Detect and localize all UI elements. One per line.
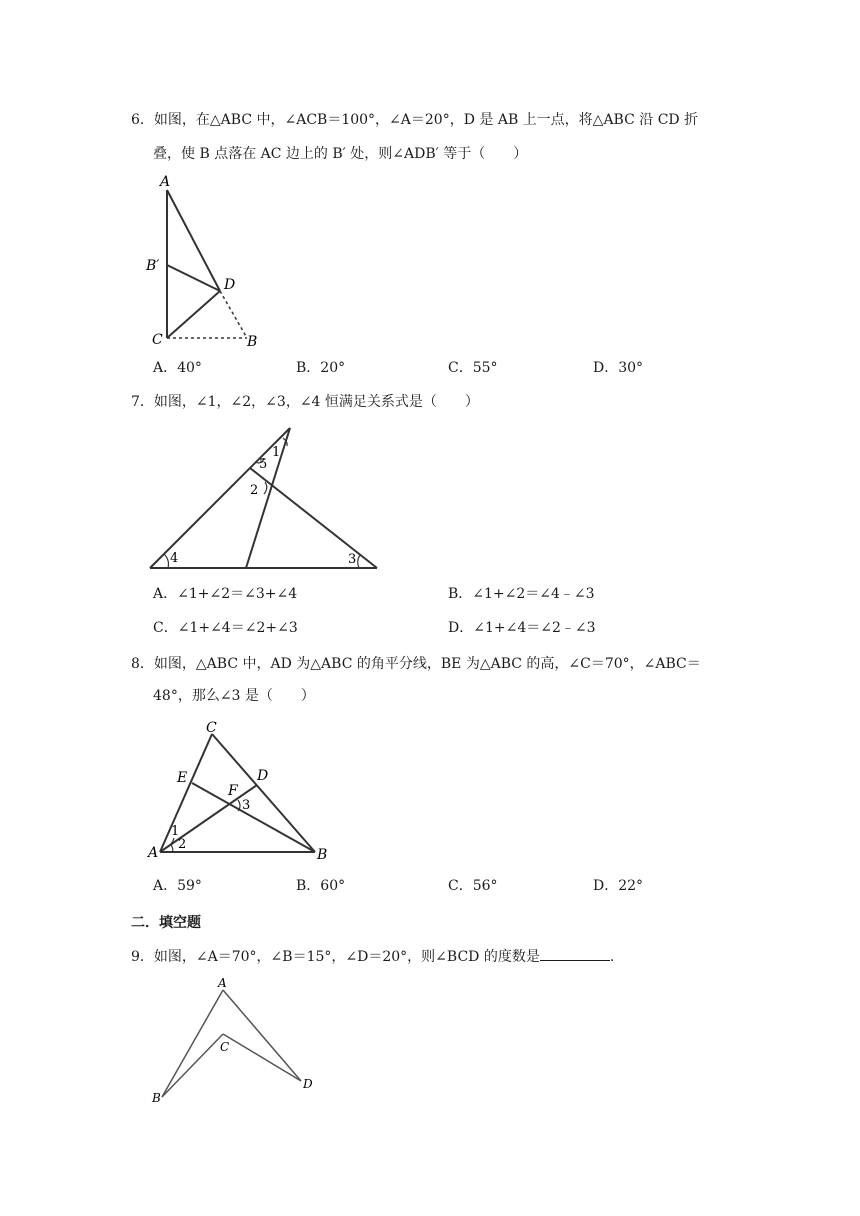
- q8-label-e: E: [177, 770, 188, 786]
- q9-label-a: A: [218, 976, 227, 990]
- q7-label-3: 3: [348, 552, 357, 567]
- q8-label-c: C: [206, 720, 217, 736]
- q8-label-2: 2: [178, 837, 187, 852]
- q6-label-d: D: [224, 277, 236, 293]
- q6-line-ad: [167, 190, 220, 291]
- q7-arc-4: [164, 554, 169, 568]
- q6-option-c[interactable]: C．55°: [448, 360, 498, 376]
- q9-text: 9．如图，∠A＝70°，∠B＝15°，∠D＝20°，则∠BCD 的度数是: [131, 949, 540, 965]
- q8-label-b: B: [317, 847, 328, 863]
- q6-line-db-dashed: [220, 291, 247, 338]
- q9-label-b: B: [152, 1091, 161, 1105]
- q7-option-a[interactable]: A．∠1+∠2＝∠3+∠4: [153, 586, 298, 602]
- q7-option-c[interactable]: C．∠1+∠4＝∠2+∠3: [153, 620, 298, 636]
- q8-label-1: 1: [171, 824, 180, 839]
- q8-option-d[interactable]: D．22°: [593, 878, 644, 894]
- q8-label-3: 3: [242, 798, 251, 813]
- q7-label-4: 4: [170, 551, 179, 566]
- q8-label-f: F: [228, 783, 238, 799]
- q8-figure: [140, 712, 340, 867]
- q7-arc-2: [264, 482, 267, 494]
- q7-option-d[interactable]: D．∠1+∠4＝∠2﹣∠3: [448, 620, 596, 636]
- q7-right-side: [250, 468, 377, 568]
- q8-text-line2: 48°，那么∠3 是（ ）: [153, 688, 315, 704]
- q9-answer-blank[interactable]: [540, 946, 610, 961]
- q7-option-b[interactable]: B．∠1+∠2＝∠4﹣∠3: [448, 586, 595, 602]
- q9-line-cd: [223, 1034, 301, 1081]
- q9-text-end: .: [609, 949, 615, 965]
- q6-label-bprime: B′: [146, 258, 160, 274]
- q9-label-c: C: [220, 1040, 230, 1054]
- section-title-fill-in: 二．填空题: [131, 915, 201, 931]
- q7-label-5: 5: [259, 457, 268, 472]
- q9-figure: [145, 975, 325, 1110]
- q8-text-line1: 8．如图，△ABC 中，AD 为△ABC 的角平分线，BE 为△ABC 的高，∠C＝70°，∠ABC＝: [131, 656, 701, 672]
- q6-option-d[interactable]: D．30°: [593, 360, 644, 376]
- q6-label-a: A: [160, 174, 171, 190]
- q6-line-cd: [167, 291, 220, 338]
- q7-arc-3: [358, 555, 360, 568]
- q6-option-a[interactable]: A．40°: [153, 360, 202, 376]
- q9-label-d: D: [303, 1077, 313, 1091]
- q6-text-line2: 叠，使 B 点落在 AC 边上的 B′ 处，则∠ADB′ 等于（ ）: [153, 146, 528, 162]
- q7-text-line1: 7．如图，∠1，∠2，∠3，∠4 恒满足关系式是（ ）: [131, 394, 479, 410]
- q8-label-d: D: [257, 768, 269, 784]
- q9-line-ad: [223, 990, 301, 1081]
- q8-label-a: A: [148, 845, 159, 861]
- q6-option-b[interactable]: B．20°: [296, 360, 346, 376]
- q6-text-line1: 6．如图，在△ABC 中，∠ACB＝100°，∠A＝20°，D 是 AB 上一点，将△ABC 沿 CD 折: [131, 112, 699, 128]
- q7-label-2: 2: [250, 483, 259, 498]
- q6-label-c: C: [152, 332, 163, 348]
- q8-option-a[interactable]: A．59°: [153, 878, 202, 894]
- q6-label-b: B: [247, 334, 258, 350]
- q8-option-c[interactable]: C．56°: [448, 878, 498, 894]
- q8-arc-2: [171, 845, 173, 852]
- q7-figure: [140, 420, 390, 575]
- q8-option-b[interactable]: B．60°: [296, 878, 346, 894]
- q7-label-1: 1: [272, 445, 281, 460]
- q6-figure: [140, 172, 270, 352]
- q9-text-line1: [131, 946, 614, 967]
